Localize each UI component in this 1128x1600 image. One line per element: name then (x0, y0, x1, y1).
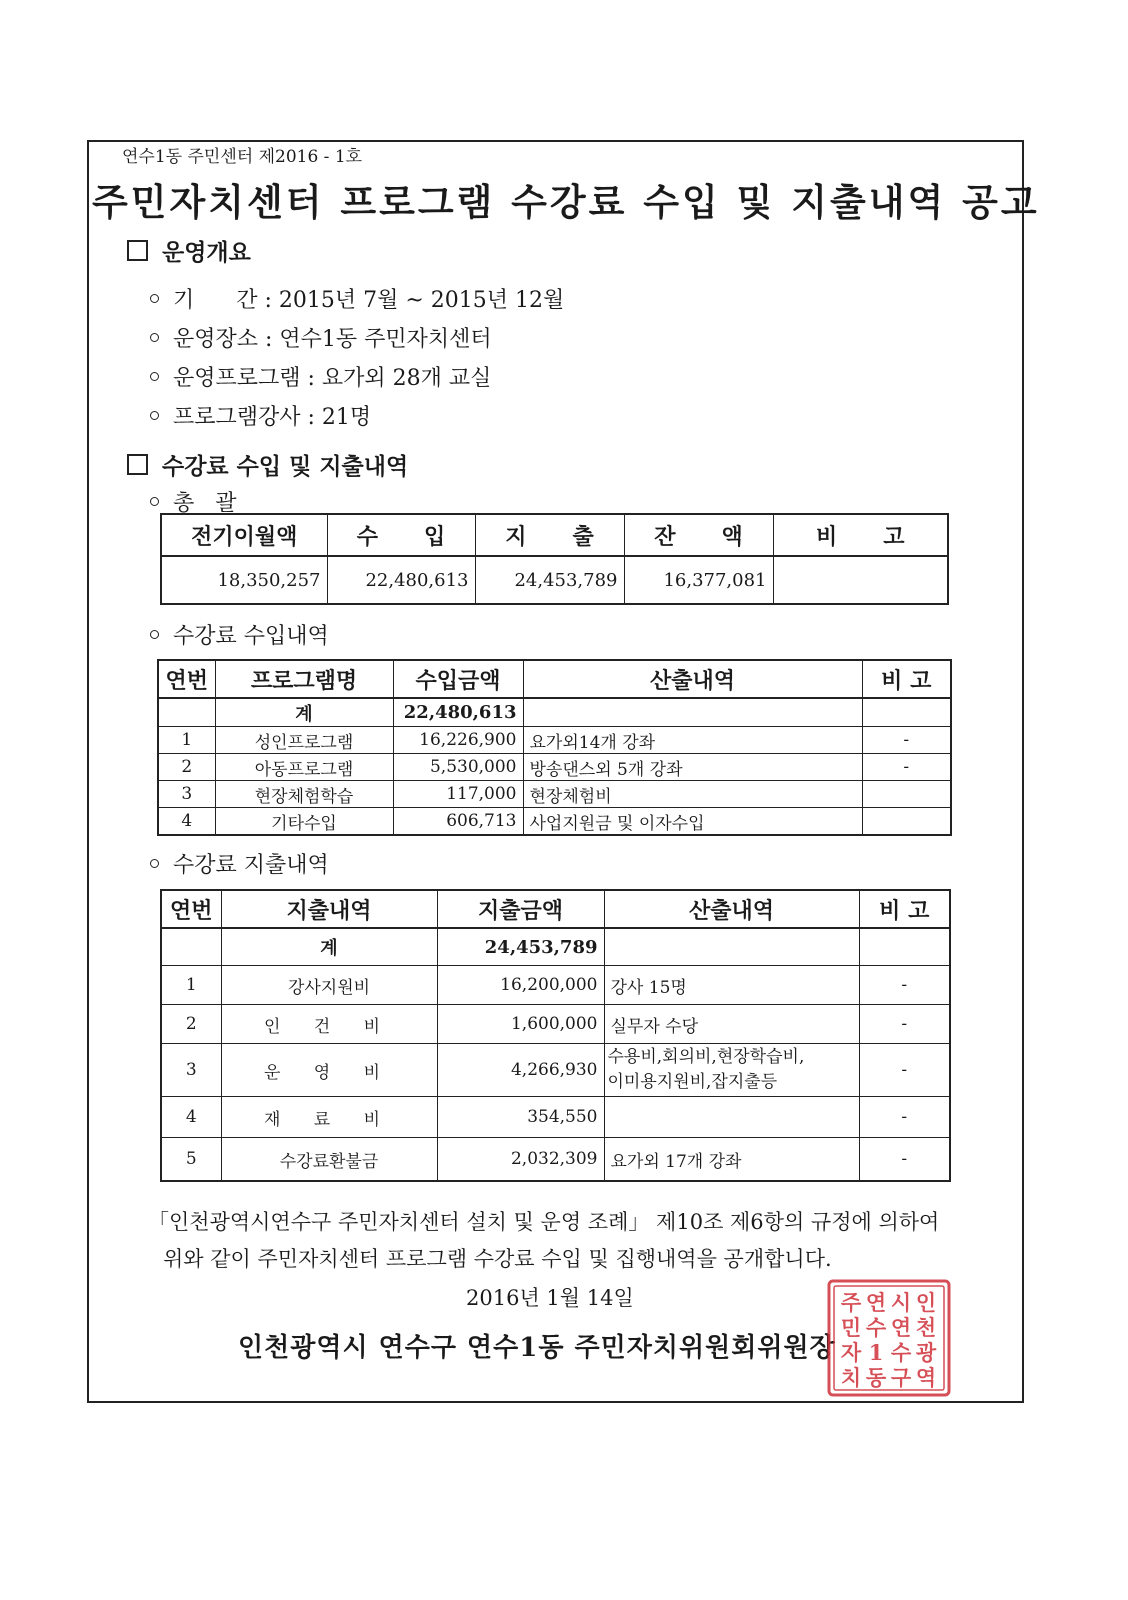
table-cell: 1,600,000 (437, 1005, 604, 1044)
table-row (161, 1097, 950, 1138)
table-cell (161, 928, 221, 966)
seal-character: 천 (915, 1315, 937, 1340)
seal-character: 광 (915, 1340, 937, 1365)
seal-character: 연 (890, 1315, 912, 1340)
table-cell: 재 료 비 (221, 1097, 437, 1138)
bullet-circle-icon (150, 411, 159, 420)
table-cell: 계 (221, 928, 437, 966)
table-header-cell: 전기이월액 (161, 514, 327, 556)
legal-basis-text: 「인천광역시연수구 주민자치센터 설치 및 운영 조례」 제10조 제6항의 규정에 의하여 (148, 1210, 940, 1234)
seal-character: 역 (915, 1365, 937, 1390)
official-seal-icon (826, 1278, 952, 1398)
table-cell (158, 698, 215, 727)
page-title: 주민자치센터 프로그램 수강료 수입 및 지출내역 공고 (92, 180, 1040, 224)
table-row (161, 966, 950, 1005)
table-cell (862, 698, 951, 727)
table-header-cell: 비 고 (773, 514, 948, 556)
table-cell (604, 1044, 859, 1097)
table-cell: 강사지원비 (221, 966, 437, 1005)
table-cell: 117,000 (393, 781, 523, 808)
summary-label: 총 괄 (150, 486, 236, 517)
table-header-cell: 연번 (161, 890, 221, 928)
table-row (158, 754, 951, 781)
table-cell: - (862, 727, 951, 754)
table-header-cell: 잔 액 (624, 514, 773, 556)
table-cell: 실무자 수당 (604, 1005, 859, 1044)
table-cell: - (862, 754, 951, 781)
table-row (161, 1005, 950, 1044)
table-header-cell: 지출내역 (221, 890, 437, 928)
seal-character: 수 (865, 1315, 887, 1340)
table-header-cell: 산출내역 (604, 890, 859, 928)
overview-location: 운영장소 : 연수1동 주민자치센터 (150, 322, 492, 353)
table-row (158, 808, 951, 836)
table-cell: 4 (158, 808, 215, 836)
table-row (161, 1138, 950, 1182)
seal-character: 인 (915, 1290, 937, 1315)
seal-character: 수 (890, 1340, 912, 1365)
seal-character: 민 (840, 1315, 862, 1340)
table-total-row (158, 698, 951, 727)
table-cell: 현장체험비 (523, 781, 862, 808)
bullet-circle-icon (150, 497, 159, 506)
table-cell (773, 556, 948, 604)
table-header-row (158, 660, 951, 698)
table-cell: 요가외 17개 강좌 (604, 1138, 859, 1182)
table-row (158, 727, 951, 754)
table-header-cell: 수입금액 (393, 660, 523, 698)
table-header-row (161, 514, 948, 556)
table-cell: - (859, 1138, 950, 1182)
section-heading-income-expense: 수강료 수입 및 지출내역 (127, 448, 408, 481)
table-cell: 3 (161, 1044, 221, 1097)
calc-detail-line: 이미용지원비,잡지출등 (607, 1072, 778, 1092)
table-cell: 5,530,000 (393, 754, 523, 781)
table-cell: 22,480,613 (393, 698, 523, 727)
bullet-circle-icon (150, 333, 159, 342)
bullet-circle-icon (150, 859, 159, 868)
table-row (161, 556, 948, 604)
table-cell: - (859, 1044, 950, 1097)
bullet-circle-icon (150, 372, 159, 381)
overview-programs: 운영프로그램 : 요가외 28개 교실 (150, 361, 491, 392)
table-header-cell: 비 고 (859, 890, 950, 928)
table-cell: 1 (158, 727, 215, 754)
checkbox-square-icon (127, 240, 148, 261)
table-cell: 18,350,257 (161, 556, 327, 604)
seal-character: 동 (865, 1365, 887, 1390)
table-cell: 22,480,613 (327, 556, 475, 604)
table-cell: 24,453,789 (475, 556, 624, 604)
table-cell: 성인프로그램 (215, 727, 393, 754)
table-cell: 16,200,000 (437, 966, 604, 1005)
seal-character: 시 (890, 1290, 912, 1315)
summary-table (160, 513, 949, 605)
overview-instructors: 프로그램강사 : 21명 (150, 400, 371, 431)
table-cell: - (859, 1005, 950, 1044)
table-header-cell: 산출내역 (523, 660, 862, 698)
table-cell: 계 (215, 698, 393, 727)
table-cell: 16,377,081 (624, 556, 773, 604)
table-header-cell: 수 입 (327, 514, 475, 556)
table-header-cell: 프로그램명 (215, 660, 393, 698)
seal-character: 자 (840, 1340, 862, 1365)
section-heading-overview: 운영개요 (127, 234, 251, 267)
seal-character: 주 (840, 1290, 862, 1315)
table-total-row (161, 928, 950, 966)
table-cell: 사업지원금 및 이자수입 (523, 808, 862, 836)
table-cell: 현장체험학습 (215, 781, 393, 808)
table-cell: 방송댄스외 5개 강좌 (523, 754, 862, 781)
table-row (161, 1044, 950, 1097)
table-cell: - (859, 1097, 950, 1138)
table-cell: 기타수입 (215, 808, 393, 836)
seal-character: 치 (840, 1365, 862, 1390)
bullet-circle-icon (150, 294, 159, 303)
overview-period: 기 간 : 2015년 7월 ~ 2015년 12월 (150, 283, 564, 314)
table-cell (604, 928, 859, 966)
table-cell (523, 698, 862, 727)
table-header-cell: 비 고 (862, 660, 951, 698)
table-cell: 4 (161, 1097, 221, 1138)
table-cell: 운 영 비 (221, 1044, 437, 1097)
table-cell: 16,226,900 (393, 727, 523, 754)
table-cell: 2,032,309 (437, 1138, 604, 1182)
table-cell: 24,453,789 (437, 928, 604, 966)
table-header-row (161, 890, 950, 928)
bullet-circle-icon (150, 630, 159, 639)
table-row (158, 781, 951, 808)
notice-date: 2016년 1월 14일 (466, 1286, 634, 1310)
table-cell: 3 (158, 781, 215, 808)
seal-character: 구 (890, 1365, 912, 1390)
income-table (157, 659, 952, 836)
table-cell: 606,713 (393, 808, 523, 836)
table-cell: 강사 15명 (604, 966, 859, 1005)
document-number: 연수1동 주민센터 제2016 - 1호 (122, 147, 363, 167)
table-cell: 4,266,930 (437, 1044, 604, 1097)
table-cell: 1 (161, 966, 221, 1005)
table-cell: 수강료환불금 (221, 1138, 437, 1182)
table-cell (859, 928, 950, 966)
disclosure-statement: 위와 같이 주민자치센터 프로그램 수강료 수입 및 집행내역을 공개합니다. (163, 1247, 832, 1271)
table-cell: 아동프로그램 (215, 754, 393, 781)
table-header-cell: 연번 (158, 660, 215, 698)
seal-character: 연 (865, 1290, 887, 1315)
table-cell (862, 781, 951, 808)
calc-detail-line: 수용비,회의비,현장학습비, (607, 1047, 805, 1067)
table-header-cell: 지출금액 (437, 890, 604, 928)
expense-table (160, 889, 951, 1182)
seal-character: 1 (868, 1340, 884, 1365)
income-label: 수강료 수입내역 (150, 619, 329, 650)
table-cell: 인 건 비 (221, 1005, 437, 1044)
table-cell: 2 (158, 754, 215, 781)
table-cell: 5 (161, 1138, 221, 1182)
expense-label: 수강료 지출내역 (150, 848, 329, 879)
checkbox-square-icon (127, 454, 148, 475)
table-cell (604, 1097, 859, 1138)
table-header-cell: 지 출 (475, 514, 624, 556)
table-cell: - (859, 966, 950, 1005)
table-cell: 요가외14개 강좌 (523, 727, 862, 754)
table-cell: 354,550 (437, 1097, 604, 1138)
table-cell (862, 808, 951, 836)
signer-name: 인천광역시 연수구 연수1동 주민자치위원회위원장 (238, 1333, 836, 1363)
table-cell: 2 (161, 1005, 221, 1044)
